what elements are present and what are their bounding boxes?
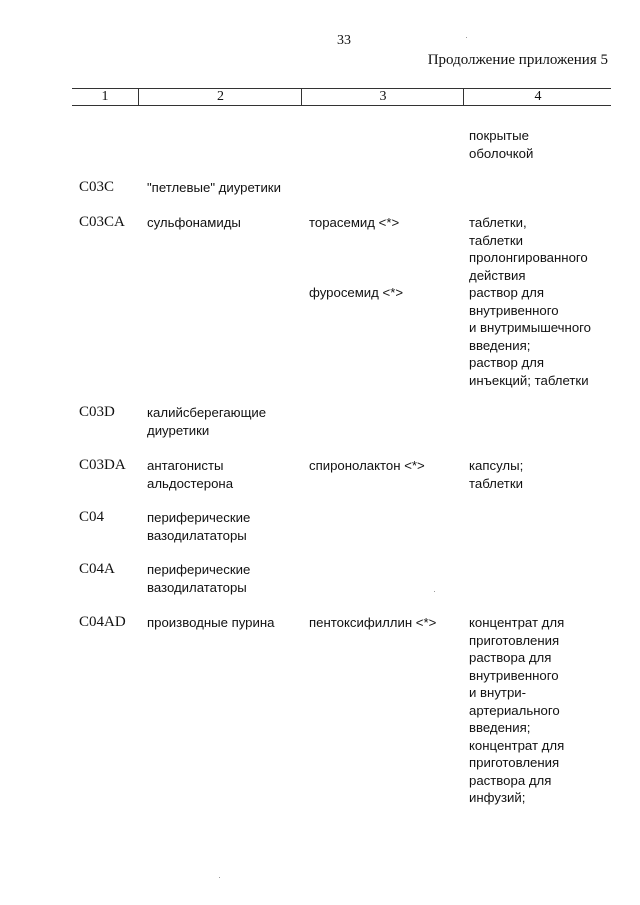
group-name: антагонисты альдостерона [147,458,234,491]
atc-code: C03CA [79,214,125,230]
scan-speck [434,591,435,592]
drug-name: фуросемид <*> [309,285,404,300]
drug-name: спиронолактон <*> [309,458,425,473]
column-header-3: 3 [301,89,464,105]
atc-code: C03C [79,179,115,195]
column-header-1: 1 [101,89,109,104]
dosage-form: концентрат для приготовления раствора для внутривенного и внутри- артериального введения; концентрат для приготовления раствора для инфузий; [469,615,565,805]
group-name: "петлевые" диуретики [147,180,281,195]
atc-code: C03D [79,404,115,420]
scan-speck [219,877,220,878]
scan-speck [466,37,467,38]
continuation-title: Продолжение приложения 5 [427,52,608,68]
group-name: калийсберегающие диуретики [147,405,267,438]
atc-code: C04A [79,561,115,577]
drug-name: торасемид <*> [309,215,400,230]
column-header-4: 4 [463,89,612,105]
atc-code: C04AD [79,614,126,630]
drug-name: пентоксифиллин <*> [309,615,437,630]
page-number: 33 [337,33,351,48]
dosage-form: таблетки, таблетки пролонгированного действия [469,215,588,283]
group-name: сульфонамиды [147,215,241,230]
table-header-row [72,88,611,106]
dosage-form: покрытые оболочкой [469,128,534,161]
atc-code: C04 [79,509,105,525]
atc-code: C03DA [79,457,126,473]
group-name: периферические вазодилататоры [147,510,251,543]
dosage-form: капсулы; таблетки [469,458,524,491]
group-name: производные пурина [147,615,275,630]
group-name: периферические вазодилататоры [147,562,251,595]
dosage-form: раствор для внутривенного и внутримышечного введения; раствор для инъекций; таблетки [469,285,592,388]
column-header-2: 2 [138,89,302,105]
